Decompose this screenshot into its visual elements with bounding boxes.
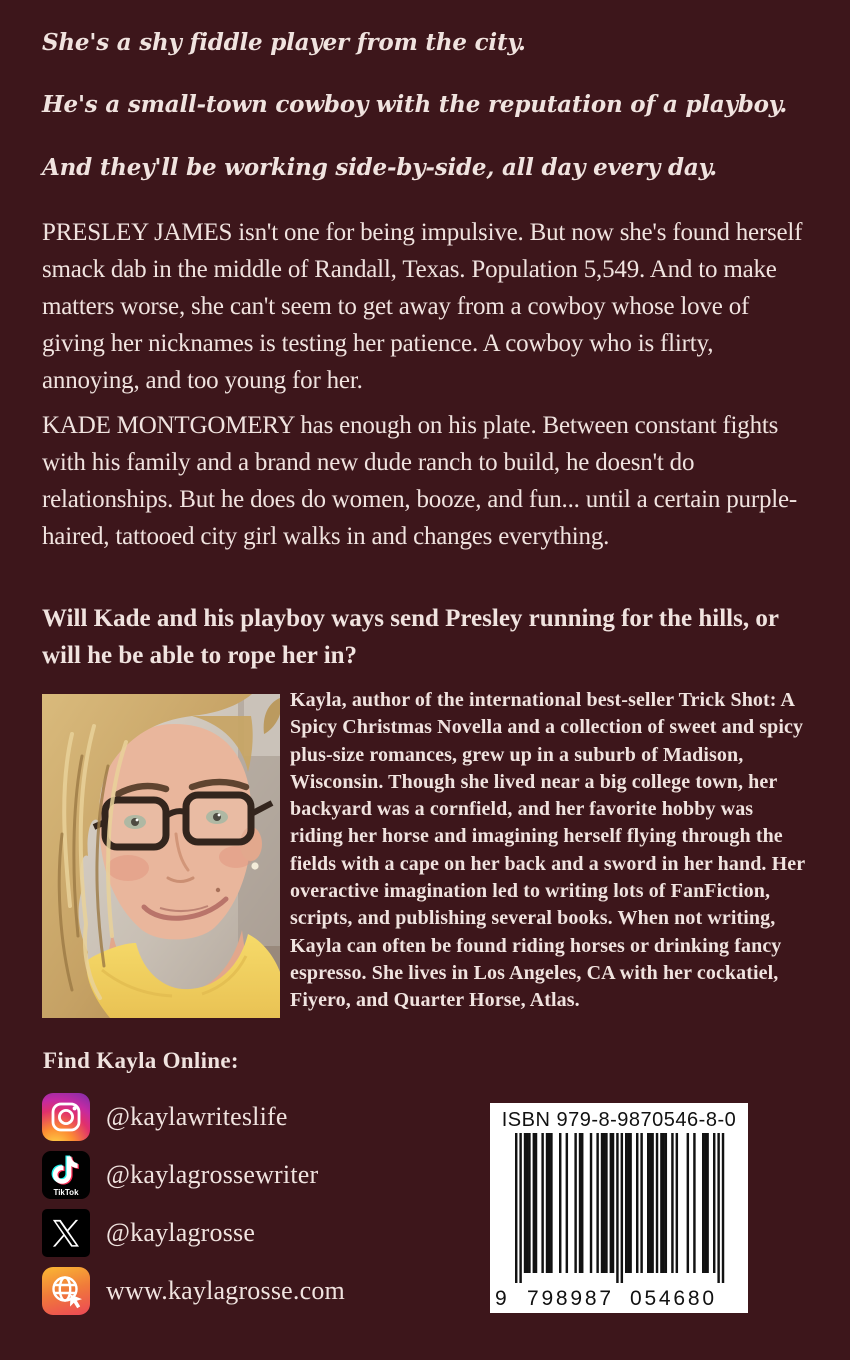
author-bio: Kayla, author of the international best-seller Trick Shot: A Spicy Christmas Novella and a collection of sweet and spicy plus-size romances, grew up in a suburb of Madison, Wisconsin. Though she lived near a big college town, her backyard was a cornfield, and her favorite hobby was riding her horse and imagining herself flying through the fields with a cape on her back and a sword in her hand. Her overactive imagination led to writing lots of FanFiction, scripts, and publishing several books. When not writing, Kayla can often be found riding horses or drinking fancy espresso. She lives in Los Angeles, CA with her cockatiel, Fiyero, and Quarter Horse, Atlas. (290, 689, 805, 1012)
author-photo-illustration (42, 694, 280, 1018)
instagram-icon (42, 1093, 90, 1141)
social-row-tiktok (42, 1150, 318, 1200)
tiktok-wordmark: TikTok (53, 1188, 79, 1197)
tagline-2: He's a small-town cowboy with the reputation of a playboy. (42, 91, 788, 118)
synopsis-question: Will Kade and his playboy ways send Presley running for the hills, or will he be able to rope her in? (42, 605, 779, 669)
barcode-bars (490, 1133, 748, 1313)
tiktok-handle: @kaylagrossewriter (106, 1160, 319, 1189)
tagline-1: She's a shy fiddle player from the city. (42, 29, 526, 56)
barcode-digits-right-group: 054680 (630, 1287, 714, 1310)
website-icon (42, 1267, 90, 1315)
tiktok-note-glyph (42, 1151, 90, 1199)
isbn-barcode (490, 1103, 748, 1313)
author-photo (42, 694, 280, 1018)
barcode-digit-9: 9 (495, 1287, 507, 1310)
find-online-heading: Find Kayla Online: (43, 1048, 239, 1073)
social-row-x (42, 1208, 255, 1258)
social-row-website (42, 1266, 345, 1316)
x-logo-glyph (51, 1218, 81, 1248)
social-row-instagram (42, 1092, 288, 1142)
globe-cursor-glyph (42, 1267, 90, 1315)
x-icon (42, 1209, 90, 1257)
instagram-handle: @kaylawriteslife (106, 1102, 288, 1131)
website-url: www.kaylagrosse.com (106, 1276, 345, 1305)
instagram-camera-glyph (42, 1093, 90, 1141)
isbn-label: ISBN 979-8-9870546-8-0 (501, 1109, 737, 1131)
synopsis-paragraph-presley: PRESLEY JAMES isn't one for being impulsive. But now she's found herself smack dab in the middle of Randall, Texas. Population 5,549. And to make matters worse, she can't seem to get away from a cowboy whose love of giving her nicknames is testing her patience. A cowboy who is flirty, annoying, and too young for her. (42, 219, 803, 394)
barcode-digits-left-group: 798987 (527, 1287, 611, 1310)
tagline-3: And they'll be working side-by-side, all day every day. (42, 154, 717, 181)
tiktok-icon (42, 1151, 90, 1199)
x-handle: @kaylagrosse (106, 1218, 256, 1247)
synopsis-paragraph-kade: KADE MONTGOMERY has enough on his plate. Between constant fights with his family and a brand new dude ranch to build, he doesn't do relationships. But he does do women, booze, and fun... until a certain purple-haired, tattooed city girl walks in and changes everything. (42, 412, 798, 550)
